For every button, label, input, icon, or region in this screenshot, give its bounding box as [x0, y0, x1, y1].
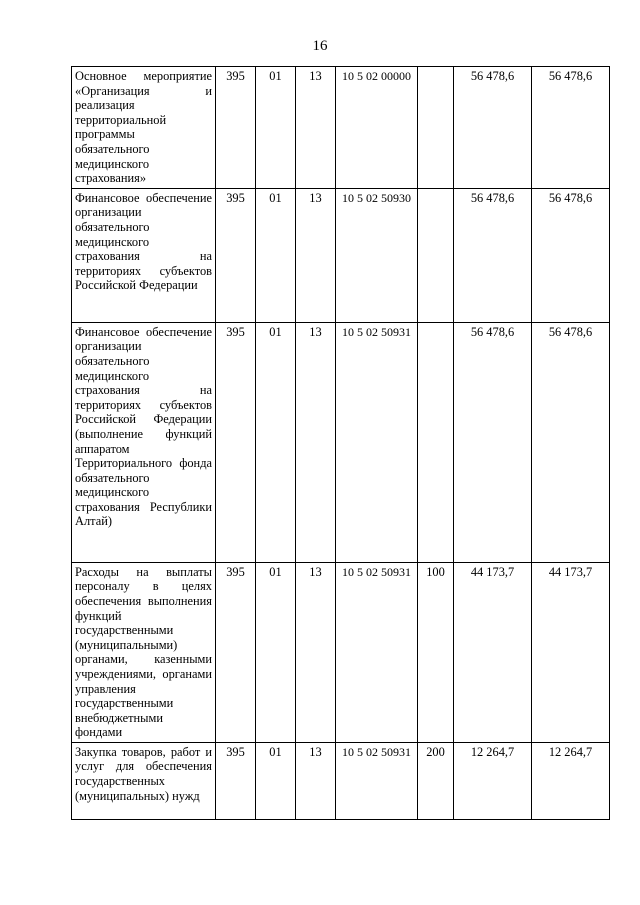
row-name-cell: Финансовое обеспечение организации обязательного медицинского страхования на территориях субъектов Российской Федерации (выполнение функций аппаратом Территориального фонда обязательного медицинского страхования Республики Алтай) — [72, 322, 216, 562]
rz-cell: 01 — [256, 188, 296, 322]
vr-cell — [418, 188, 454, 322]
vr-cell: 100 — [418, 562, 454, 742]
gr-cell: 395 — [216, 562, 256, 742]
rz-cell: 01 — [256, 562, 296, 742]
rz-cell: 01 — [256, 322, 296, 562]
table-row — [72, 562, 610, 742]
table-row — [72, 188, 610, 322]
vr-cell — [418, 67, 454, 189]
budget-table — [71, 66, 610, 820]
pr-cell: 13 — [296, 322, 336, 562]
csr-cell: 10 5 02 50931 — [336, 322, 418, 562]
table-row — [72, 67, 610, 189]
vr-cell: 200 — [418, 742, 454, 819]
rz-cell: 01 — [256, 67, 296, 189]
sum2-cell: 56 478,6 — [532, 188, 610, 322]
sum1-cell: 44 173,7 — [454, 562, 532, 742]
sum2-cell: 44 173,7 — [532, 562, 610, 742]
sum1-cell: 56 478,6 — [454, 322, 532, 562]
gr-cell: 395 — [216, 322, 256, 562]
sum1-cell: 56 478,6 — [454, 67, 532, 189]
gr-cell: 395 — [216, 742, 256, 819]
sum1-cell: 56 478,6 — [454, 188, 532, 322]
row-name-cell: Финансовое обеспечение организации обязательного медицинского страхования на территориях субъектов Российской Федерации — [72, 188, 216, 322]
csr-cell: 10 5 02 50931 — [336, 742, 418, 819]
sum1-cell: 12 264,7 — [454, 742, 532, 819]
sum2-cell: 56 478,6 — [532, 322, 610, 562]
row-name-cell: Расходы на выплаты персоналу в целях обеспечения выполнения функций государственными (муниципальными) органами, казенными учреждениями, органами управления государственными внебюджетными фондами — [72, 562, 216, 742]
csr-cell: 10 5 02 50930 — [336, 188, 418, 322]
pr-cell: 13 — [296, 562, 336, 742]
row-name-cell: Закупка товаров, работ и услуг для обеспечения государственных (муниципальных) нужд — [72, 742, 216, 819]
gr-cell: 395 — [216, 67, 256, 189]
pr-cell: 13 — [296, 188, 336, 322]
row-name-cell: Основное мероприятие «Организация и реализация территориальной программы обязательного медицинского страхования» — [72, 67, 216, 189]
table-row — [72, 742, 610, 819]
pr-cell: 13 — [296, 67, 336, 189]
gr-cell: 395 — [216, 188, 256, 322]
rz-cell: 01 — [256, 742, 296, 819]
sum2-cell: 56 478,6 — [532, 67, 610, 189]
sum2-cell: 12 264,7 — [532, 742, 610, 819]
csr-cell: 10 5 02 50931 — [336, 562, 418, 742]
page-number: 16 — [312, 38, 328, 54]
table-row — [72, 322, 610, 562]
pr-cell: 13 — [296, 742, 336, 819]
csr-cell: 10 5 02 00000 — [336, 67, 418, 189]
vr-cell — [418, 322, 454, 562]
